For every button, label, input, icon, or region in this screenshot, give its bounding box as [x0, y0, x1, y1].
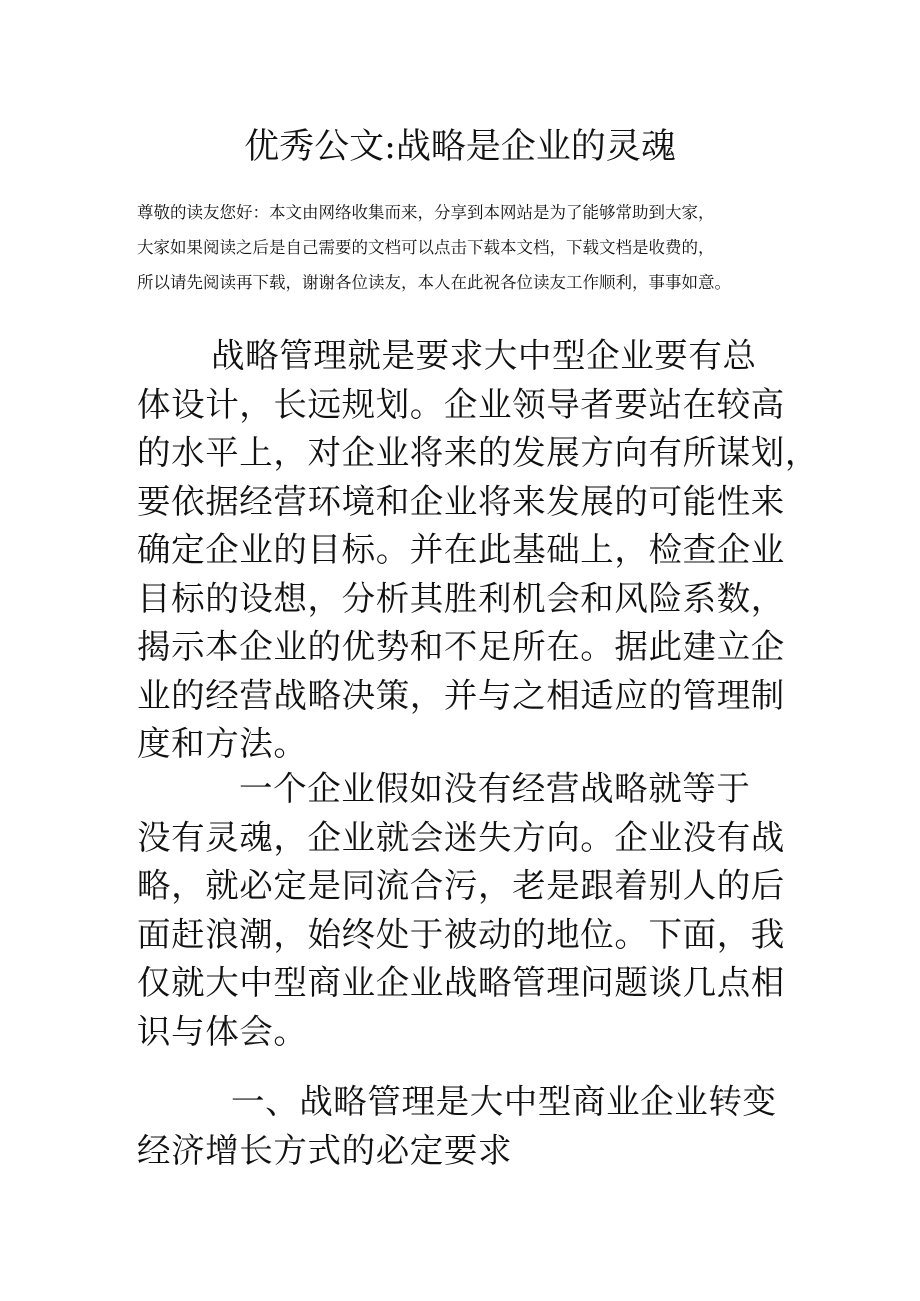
paragraph-line: 度和方法。 [137, 724, 308, 763]
paragraph-line: 略，就必定是同流合污，老是跟着别人的后 [137, 866, 785, 905]
paragraph-line: 仅就大中型商业企业战略管理问题谈几点相 [137, 963, 785, 1002]
notice-line: 尊敬的读友您好：本文由网络收集而来，分享到本网站是为了能够常助到大家， [137, 203, 715, 222]
notice-line: 大家如果阅读之后是自己需要的文档可以点击下载本文档，下载文档是收费的， [137, 238, 715, 257]
notice-line: 所以请先阅读再下载，谢谢各位读友，本人在此祝各位读友工作顺利，事事如意。 [137, 273, 731, 292]
paragraph-strategy-management [137, 332, 819, 769]
paragraph-line: 要依据经营环境和企业将来发展的可能性来 [137, 481, 785, 521]
section-heading-1 [137, 1078, 797, 1175]
paragraph-line: 一个企业假如没有经营战略就等于 [239, 769, 751, 808]
paragraph-line: 体设计，长远规划。企业领导者要站在较高 [137, 384, 785, 424]
paragraph-line: 面赶浪潮，始终处于被动的地位。下面，我 [137, 914, 785, 954]
paragraph-line: 识与体会。 [137, 1011, 308, 1051]
paragraph-line: 没有灵魂，企业就会迷失方向。企业没有战 [137, 817, 785, 857]
paragraph-line: 目标的设想，分析其胜利机会和风险系数， [137, 578, 785, 618]
paragraph-line: 揭示本企业的优势和不足所在。据此建立企 [137, 627, 785, 666]
paragraph-line: 的水平上，对企业将来的发展方向有所谋划， [137, 433, 819, 472]
section-heading-line: 一、战略管理是大中型商业企业转变 [231, 1082, 777, 1121]
section-heading-line: 经济增长方式的必定要求 [137, 1130, 513, 1170]
page-title: 优秀公文:战略是企业的灵魂 [244, 127, 676, 167]
paragraph-line: 战略管理就是要求大中型企业要有总 [211, 336, 757, 375]
paragraph-line: 确定企业的目标。并在此基础上，检查企业 [137, 530, 785, 569]
reader-notice [137, 195, 817, 300]
paragraph-enterprise-soul [137, 765, 797, 1056]
paragraph-line: 业的经营战略决策，并与之相适应的管理制 [137, 675, 785, 715]
